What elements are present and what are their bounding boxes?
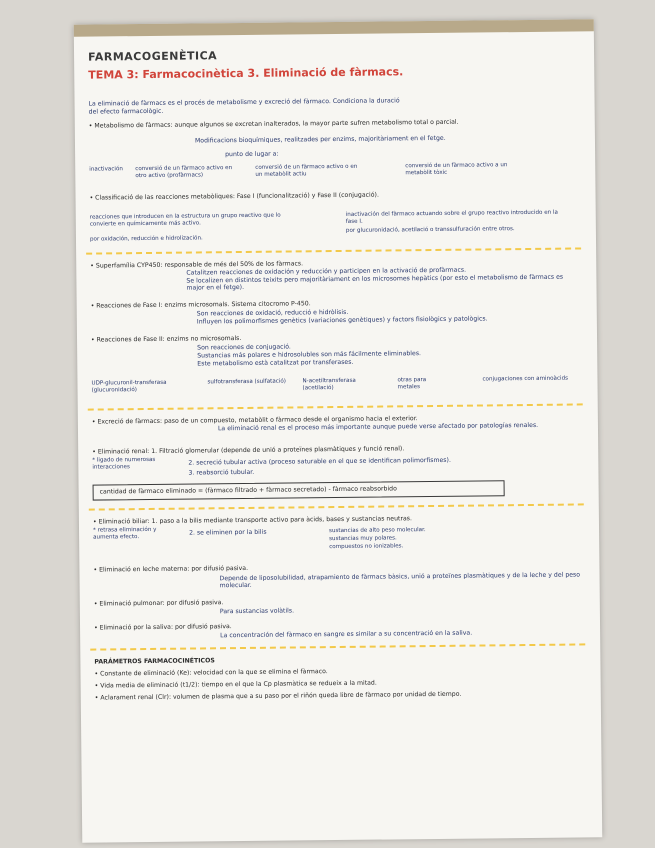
note-line: 3. reabsorció tubular. bbox=[188, 468, 255, 477]
parameter-clearance: • Aclarament renal (Clr): volumen de plasma que a su paso por el riñón queda libre de fàrmaco por unidad de tiempo. bbox=[94, 690, 462, 702]
parameter-ke: • Constante de eliminació (Ke): velocidad con la que se elimina el fàrmaco. bbox=[94, 668, 328, 678]
parameters-heading: PARÁMETROS FARMACOCINÉTICOS bbox=[94, 657, 215, 666]
notebook-page bbox=[74, 19, 603, 842]
section-cyp450: • Superfamília CYP450: responsable de més del 50% de los fàrmacs. bbox=[90, 260, 304, 270]
section-classification: • Classificació de las reacciones metabòliques: Fase I (funcionalització) y Fase II (conjugació). bbox=[89, 191, 379, 202]
section-milk: • Eliminació en leche materna: por difusió pasiva. bbox=[93, 564, 249, 574]
section-biliary: • Eliminació biliar: 1. paso a la bilis mediante transporte activo para àcids, bases y sustancias neutras. bbox=[92, 515, 413, 526]
section-divider bbox=[86, 247, 581, 254]
section-phase1: • Reacciones de Fase I: enzims microsomals. Sistema citocromo P-450. bbox=[90, 300, 311, 310]
enzyme-node: otras para metales bbox=[397, 377, 427, 391]
diagram-node: conversió de un fàrmaco activo o en un metabòlit actiu bbox=[255, 163, 358, 178]
phase-description: por oxidación, reducción e hidrolización. bbox=[89, 235, 203, 243]
section-saliva: • Eliminació por la saliva: por difusió pasiva. bbox=[94, 623, 232, 632]
phase-description: reacciones que introducen en la estructura un grupo reactivo que lo convierte en químicamente más activo. bbox=[89, 212, 281, 228]
side-note: * retrasa eliminación y aumenta efecto. bbox=[92, 526, 157, 541]
section-divider bbox=[90, 643, 585, 650]
note-line: Son reacciones de conjugació. bbox=[197, 343, 291, 352]
note-line: Influyen los polimorfismes genètics (variaciones genètiques) y factors fisiològics y patològics. bbox=[196, 315, 488, 326]
note-line: Este metabolismo està catalitzat por transferases. bbox=[197, 358, 354, 368]
list-item: compuestos no ionizables. bbox=[329, 543, 404, 551]
diagram-node: conversió de un fàrmaco activo a un metabòlit tòxic bbox=[405, 162, 508, 177]
note-line: 2. secreció tubular activa (proceso saturable en el que se identifican polimorfismes). bbox=[188, 456, 451, 467]
note-line: La concentración del fàrmaco en sangre es similar a su concentració en la saliva. bbox=[220, 629, 473, 640]
formula-box bbox=[93, 480, 505, 500]
parameter-half-life: • Vida media de eliminació (t1/2): tiempo en el que la Cp plasmàtica se redueix a la mitad. bbox=[94, 679, 377, 690]
phase-description: inactivación del fàrmaco actuando sobre el grupo reactivo introducido en la fase I. bbox=[345, 209, 558, 225]
note-line: Para sustancias volàtils. bbox=[219, 607, 295, 616]
page-title: FARMACOGENÈTICA bbox=[88, 49, 218, 64]
section-pulmonary: • Eliminació pulmonar: por difusió pasiva. bbox=[93, 599, 224, 608]
section-renal: • Eliminació renal: 1. Filtració glomerular (depende de unió a proteïnes plasmàtiques y funció renal). bbox=[92, 445, 405, 456]
formula-text: cantidad de fàrmaco eliminado = (fàrmaco filtrado + fàrmaco secretado) - fàrmaco reabsorbido bbox=[99, 485, 397, 496]
note-line: Depende de liposolubilidad, atrapamiento de fàrmacs bàsics, unió a proteïnes plasmàtiques y de la leche y del peso molecular. bbox=[219, 571, 581, 590]
note-line: Sustancias más polares e hidrosolubles son más fácilmente eliminables. bbox=[197, 350, 422, 360]
enzyme-node: conjugaciones con aminoàcids bbox=[482, 375, 569, 383]
phase-description: por glucuronidació, acetilació o transsulfuración entre otros. bbox=[345, 226, 515, 234]
section-excretion: • Excreció de fàrmacs: paso de un compuesto, metabòlit o fàrmaco desde el organismo hacia el exterior. bbox=[91, 415, 418, 426]
section-divider bbox=[89, 503, 584, 510]
section-divider bbox=[88, 403, 583, 410]
note-line: La eliminació renal es el proceso más importante aunque puede verse afectado por patologías renales. bbox=[217, 421, 539, 433]
binding-strip bbox=[74, 19, 594, 36]
topic-heading: TEMA 3: Farmacocinètica 3. Eliminació de fàrmacs. bbox=[88, 65, 404, 82]
note-line: 2. se eliminen por la bilis bbox=[189, 528, 267, 537]
diagram-node: inactivación bbox=[89, 166, 123, 173]
note-line: Se localizen en distintos teixits pero majoritàriament en los microsomes hepàtics (por esto el metabolismo de fàrmacs es major en el fetge). bbox=[186, 273, 564, 292]
note-line: Modificacions bioquímiques, realitzades per enzims, majoritàriament en el fetge. bbox=[194, 134, 446, 145]
diagram-node: conversió de un fàrmaco activo en otro activo (profàrmacs) bbox=[135, 165, 233, 180]
intro-line: del efecto farmacològic. bbox=[88, 107, 164, 116]
side-note: * ligado de numerosas interacciones bbox=[92, 456, 156, 471]
enzyme-node: UDP-glucuronil-transferasa (glucuronidació) bbox=[91, 379, 167, 394]
section-phase2: • Reacciones de Fase II: enzims no microsomals. bbox=[90, 335, 242, 344]
intro-line: La eliminació de fàrmacs es el procés de metabolisme y excreció del fàrmaco. Condiciona la duració bbox=[88, 97, 400, 108]
enzyme-node: sulfotransferasa (sulfatació) bbox=[207, 378, 287, 386]
section-metabolism: • Metabolismo de fàrmacs: aunque algunos se excretan inalterados, la mayor parte sufren metabolismo total o parcial. bbox=[88, 118, 459, 130]
note-line: punto de lugar a: bbox=[225, 150, 279, 159]
list-item: sustancias de alto peso molecular. bbox=[329, 527, 426, 535]
note-line: Son reacciones de oxidació, reducció e hidròlisis. bbox=[196, 308, 349, 318]
enzyme-node: N-acetiltransferasa (acetilació) bbox=[302, 377, 356, 392]
list-item: sustancias muy polares. bbox=[329, 535, 397, 543]
note-line: Catalitzen reacciones de oxidación y reducción y participen en la activació de profàrmacs. bbox=[186, 266, 467, 277]
